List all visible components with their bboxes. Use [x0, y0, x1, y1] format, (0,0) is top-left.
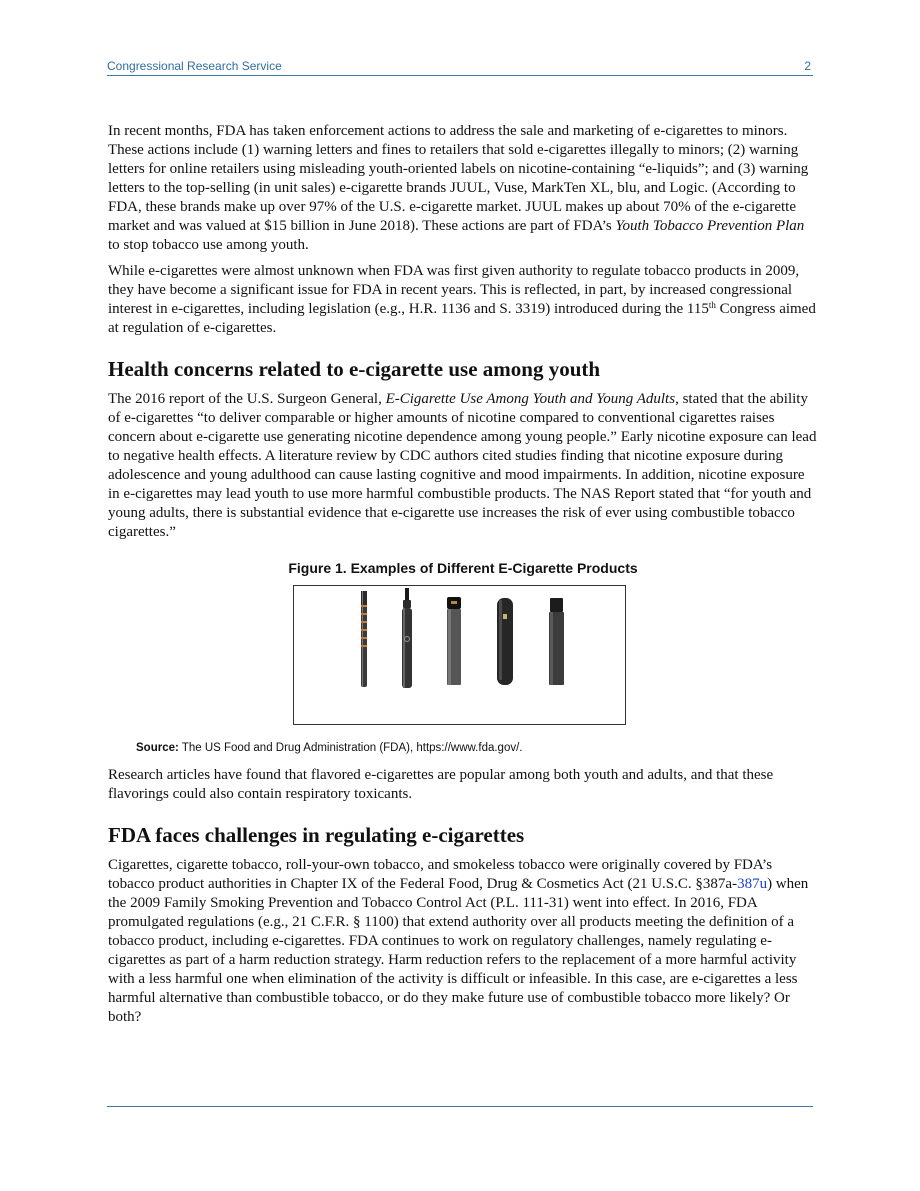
paragraph-regulation: Cigarettes, cigarette tobacco, roll-your-own tobacco, and smokeless tobacco were originally covered by FDA’s tobacco product authorities in Chapter IX of the Federal Food, Drug & Cosmetics Act (21 U.S.C. §387a-387u) when the 2009 Family Smoking Prevention and Tobacco Control Act (P.L. 111-31) went into effect. In 2016, FDA promulgated regulations (e.g., 21 C.F.R. § 1100) that extend authority over all products meeting the definition of a tobacco product, including e-cigarettes. FDA continues to work on regulatory challenges, namely regulating e-cigarettes as part of a harm reduction strategy. Harm reduction refers to the replacement of a more harmful activity with a less harmful one when elimination of the activity is difficult or infeasible. In this case, are e-cigarettes a less harmful alternative than combustible tobacco, or do they make future use of combustible tobacco more likely? Or both?: [108, 857, 809, 1025]
figure-title: Figure 1. Examples of Different E-Cigarette Products: [288, 560, 638, 576]
footer-rule: [107, 1106, 813, 1107]
e-cigarette-box-mod-icon: [549, 598, 564, 685]
figure-source: Source: The US Food and Drug Administration (FDA), https://www.fda.gov/.: [136, 742, 523, 754]
paragraph-history: While e-cigarettes were almost unknown when FDA was first given authority to regulate tobacco products in 2009, they have become a significant issue for FDA in recent years. This is reflected, in part, by increased congressional interest in e-cigarettes, including legislation (e.g., H.R. 1136 and S. 3319) introduced during the 115th Congress aimed at regulation of e-cigarettes.: [108, 263, 816, 336]
e-cigarette-products-illustration: [294, 586, 625, 724]
e-cigarette-pen-icon: [361, 591, 367, 687]
paragraph-surgeon-general: The 2016 report of the U.S. Surgeon General, E-Cigarette Use Among Youth and Young Adults, stated that the ability of e-cigarettes “to deliver comparable or higher amounts of nicotine compared to conventional cigarettes raises concern about e-cigarette use generating nicotine dependence among young people.” Early nicotine exposure can lead to negative health effects. A literature review by CDC authors cited studies finding that nicotine exposure during adolescence and young adulthood can cause lasting cognitive and mood impairments. In addition, nicotine exposure in e-cigarettes may lead youth to use more harmful combustible products. The NAS Report stated that “for youth and young adults, there is substantial evidence that e-cigarette use increases the risk of ever using combustible tobacco cigarettes.”: [108, 391, 817, 540]
paragraph-flavors: Research articles have found that flavored e-cigarettes are popular among both youth and adults, and that these flavorings could also contain respiratory toxicants.: [108, 767, 774, 802]
heading-fda-challenges: FDA faces challenges in regulating e-cigarettes: [108, 823, 525, 847]
header-org: Congressional Research Service: [107, 59, 282, 73]
page-header: [107, 57, 813, 76]
e-cigarette-rounded-pod-icon: [497, 598, 513, 685]
heading-health-concerns: Health concerns related to e-cigarette use among youth: [108, 357, 601, 381]
usc-387u-link[interactable]: 387u: [737, 876, 768, 892]
e-cigarette-pod-icon: [447, 597, 461, 685]
main-content: [108, 122, 818, 1034]
e-cigarette-vape-pen-icon: [402, 588, 412, 688]
figure-image: [293, 585, 626, 725]
page-number: 2: [804, 59, 811, 73]
paragraph-enforcement: In recent months, FDA has taken enforcement actions to address the sale and marketing of e-cigarettes to minors. These actions include (1) warning letters and fines to retailers that sold e-cigarettes illegally to minors; (2) warning letters for online retailers using misleading youth-oriented labels on nicotine-containing “e-liquids”; and (3) warning letters to the top-selling (in unit sales) e-cigarette brands JUUL, Vuse, MarkTen XL, blu, and Logic. (According to FDA, these brands make up over 97% of the U.S. e-cigarette market. JUUL makes up about 70% of the e-cigarette market and was valued at $15 billion in June 2018). These actions are part of FDA’s Youth Tobacco Prevention Plan to stop tobacco use among youth.: [108, 123, 809, 253]
